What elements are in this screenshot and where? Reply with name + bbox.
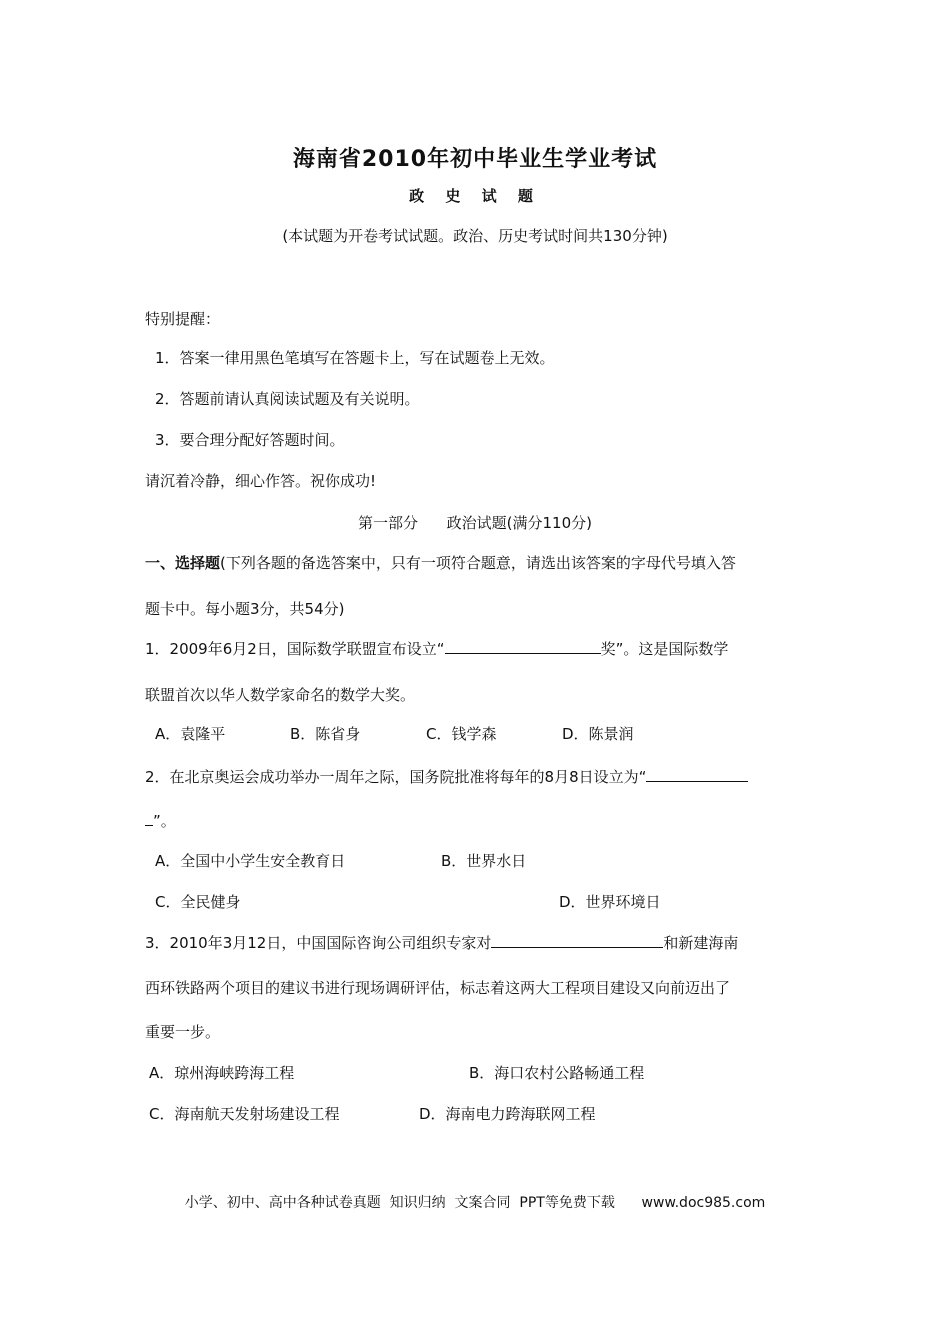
question-1-option-b: B．陈省身	[290, 725, 361, 743]
reminder-label: 特别提醒：	[145, 310, 221, 328]
question-2-option-b: B．世界水日	[441, 852, 527, 870]
question-1-text-b: 奖”。这是国际数学	[600, 640, 729, 658]
question-2-text-b: ”。	[153, 812, 176, 830]
question-2-line2	[145, 810, 176, 831]
answer-blank	[646, 767, 748, 782]
reminder-closing: 请沉着冷静，细心作答。祝你成功!	[145, 472, 377, 490]
question-3-option-d: D．海南电力跨海联网工程	[419, 1105, 596, 1123]
question-1-text-a: 1．2009年6月2日，国际数学联盟宣布设立“	[145, 640, 445, 658]
exam-title: 海南省2010年初中毕业生学业考试	[292, 147, 658, 172]
question-3-line1	[145, 932, 738, 953]
question-1-option-d: D．陈景润	[562, 725, 634, 743]
answer-blank	[491, 933, 663, 948]
question-2-option-c: C．全民健身	[155, 893, 241, 911]
question-2-option-d: D．世界环境日	[559, 893, 661, 911]
question-3-text-b: 和新建海南	[663, 934, 739, 952]
exam-subtitle: 政 史 试 题	[409, 187, 541, 205]
question-3-option-a: A．琼州海峡跨海工程	[149, 1064, 295, 1082]
part-title-line2: 题卡中。每小题3分，共54分)	[145, 600, 345, 618]
answer-blank	[445, 639, 601, 654]
section-heading: 第一部分 政治试题(满分110分)	[358, 514, 592, 532]
part-title-bold: 一、选择题	[145, 554, 221, 572]
part-title-rest: (下列各题的备选答案中，只有一项符合题意，请选出该答案的字母代号填入答	[220, 554, 736, 572]
question-3-option-c: C．海南航天发射场建设工程	[149, 1105, 340, 1123]
question-1-line1	[145, 638, 728, 659]
question-1-line2: 联盟首次以华人数学家命名的数学大奖。	[145, 686, 416, 704]
reminder-item: 1．答案一律用黑色笔填写在答题卡上，写在试题卷上无效。	[155, 349, 555, 367]
part-title	[145, 552, 736, 573]
question-2-line1	[145, 766, 748, 787]
question-2-option-a: A．全国中小学生安全教育日	[155, 852, 346, 870]
question-1-option-a: A．袁隆平	[155, 725, 226, 743]
question-3-line2: 西环铁路两个项目的建议书进行现场调研评估，标志着这两大工程项目建设又向前迈出了	[145, 979, 731, 997]
question-2-text-a: 2．在北京奥运会成功举办一周年之际，国务院批准将每年的8月8日设立为“	[145, 768, 647, 786]
exam-note: (本试题为开卷考试试题。政治、历史考试时间共130分钟)	[282, 227, 668, 245]
question-3-option-b: B．海口农村公路畅通工程	[469, 1064, 645, 1082]
answer-blank	[145, 811, 153, 826]
question-3-line3: 重要一步。	[145, 1023, 221, 1041]
question-3-text-a: 3．2010年3月12日，中国国际咨询公司组织专家对	[145, 934, 492, 952]
reminder-item: 3．要合理分配好答题时间。	[155, 431, 345, 449]
question-1-option-c: C．钱学森	[426, 725, 497, 743]
reminder-item: 2．答题前请认真阅读试题及有关说明。	[155, 390, 420, 408]
page-footer: 小学、初中、高中各种试卷真题 知识归纳 文案合同 PPT等免费下载 www.doc985.com	[184, 1195, 766, 1211]
